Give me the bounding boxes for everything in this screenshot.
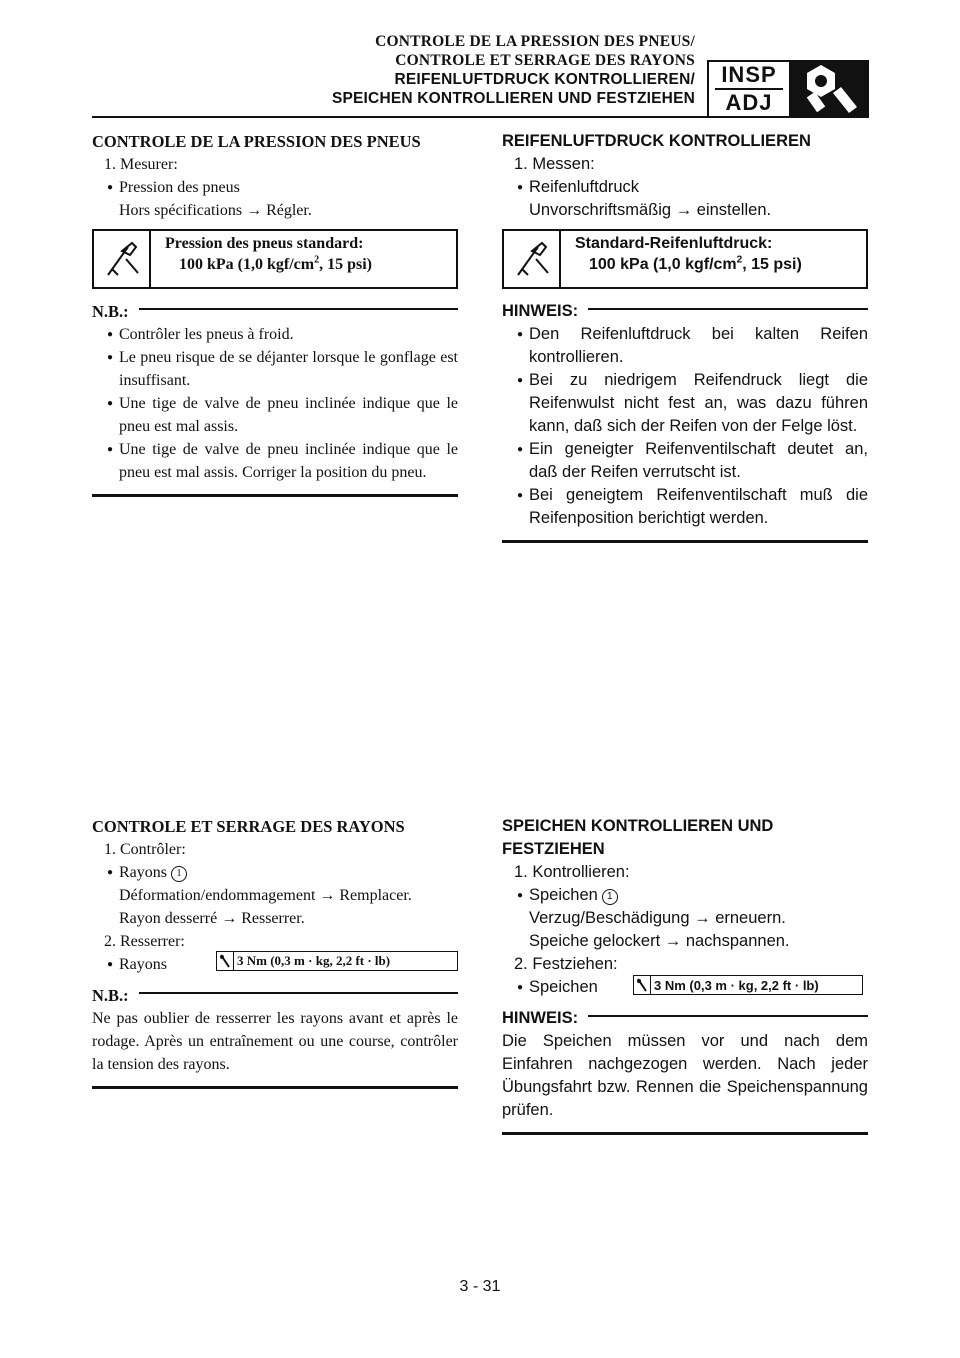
note-item: ● Den Reifenluftdruck bei kalten Reifen kontrollieren. — [517, 325, 868, 366]
step-text: 2. Resserrer: — [104, 933, 185, 950]
fr-tire-pressure-section — [92, 130, 458, 497]
note-item: ● Le pneu risque de se déjanter lorsque le gonflage est insuffisant. — [107, 349, 458, 389]
action-text: Verzug/Beschädigung → erneuern. — [529, 909, 786, 927]
spec-box — [502, 229, 868, 289]
spec-value: 100 kPa (1,0 kgf/$cm^2$, 15 psi) — [179, 254, 373, 273]
note-header: N.B.: — [92, 300, 458, 323]
page-number: 3 - 31 — [459, 1278, 501, 1295]
bullet-item: ● Pression des pneus — [107, 179, 240, 196]
reference-number: 1 — [171, 866, 187, 882]
header-titles — [332, 32, 695, 108]
note-text: Die Speichen müssen vor und nach dem Einfahren nachgezogen werden. Nach jeder Übungsfahrt bzw. Rennen die Speichenspannung prüfen. — [502, 1032, 868, 1119]
badge-top-text: INSP — [721, 62, 777, 87]
insp-adj-badge — [707, 60, 869, 118]
torque-spec: 3 Nm (0,3 m · kg, 2,2 ft · lb) — [633, 975, 863, 995]
note-item: ● Une tige de valve de pneu inclinée indique que le pneu est mal assis. Corriger la position du pneu. — [107, 441, 458, 481]
spec-value: 100 kPa (1,0 kgf/$cm^2$, 15 psi) — [589, 254, 802, 273]
section-title: CONTROLE DE LA PRESSION DES PNEUS — [92, 132, 421, 151]
bullet-item: ● Rayons — [107, 956, 167, 973]
reference-number: 1 — [602, 889, 618, 905]
note-text: Ne pas oublier de resserrer les rayons avant et après le rodage. Après un entraînement ou une course, contrôler la tension des rayons. — [92, 1010, 458, 1073]
section-title-line-2: FESTZIEHEN — [502, 840, 605, 858]
header-line-2: CONTROLE ET SERRAGE DES RAYONS — [395, 52, 695, 69]
note-header: N.B.: — [92, 984, 458, 1007]
action-text: Rayon desserré → Resserrer. — [119, 910, 305, 927]
spec-label: Standard-Reifenluftdruck: — [575, 235, 773, 252]
note-item: ● Une tige de valve de pneu inclinée indique que le pneu est mal assis. — [107, 395, 458, 435]
note-header: HINWEIS: — [502, 1007, 868, 1030]
step-text: 1. Mesurer: — [104, 156, 178, 173]
note-item: ● Ein geneigter Reifenventilschaft deutet an, daß der Reifen verrutscht ist. — [517, 440, 868, 481]
bullet-item: ● Reifenluftdruck — [517, 178, 640, 196]
step-text: 1. Kontrollieren: — [514, 863, 630, 881]
torque-wrench-icon — [634, 976, 651, 994]
spec-label: Pression des pneus standard: — [165, 235, 364, 252]
step-text: 1. Contrôler: — [104, 841, 186, 858]
bullet-item: ● Rayons 1 — [92, 861, 458, 884]
bullet-item: ● Speichen 1 — [502, 884, 868, 907]
torque-spec: 3 Nm (0,3 m · kg, 2,2 ft · lb) — [216, 951, 458, 971]
de-tire-pressure-section — [502, 130, 868, 543]
action-text: Hors spécifications → Régler. — [119, 202, 312, 219]
action-text: Déformation/endommagement → Remplacer. — [119, 887, 412, 904]
action-text: Speiche gelockert → nachspannen. — [529, 932, 790, 950]
spec-tool-icon — [94, 231, 151, 287]
bullet-item: ● Speichen — [517, 978, 598, 996]
section-title: REIFENLUFTDRUCK KONTROLLIEREN — [502, 132, 811, 150]
step-text: 2. Festziehen: — [514, 955, 618, 973]
badge-bottom-text: ADJ — [725, 90, 773, 115]
torque-wrench-icon — [217, 952, 234, 970]
section-title-line-1: SPEICHEN KONTROLLIEREN UND — [502, 817, 774, 835]
note-item: ● Bei zu niedrigem Reifendruck liegt die Reifenwulst nicht fest an, was dazu führen kann, daß sich der Reifen von der Felge löst. — [517, 371, 868, 435]
step-text: 1. Messen: — [514, 155, 595, 173]
page-header — [0, 0, 960, 120]
spec-tool-icon — [504, 231, 561, 287]
wrench-screwdriver-icon — [789, 62, 867, 116]
note-item: ● Contrôler les pneus à froid. — [107, 326, 294, 343]
spec-box — [92, 229, 458, 289]
note-item: ● Bei geneigtem Reifenventilschaft muß die Reifenposition berichtigt werden. — [517, 486, 868, 527]
header-line-3: REIFENLUFTDRUCK KONTROLLIEREN/ — [394, 71, 695, 88]
header-line-4: SPEICHEN KONTROLLIEREN UND FESTZIEHEN — [331, 90, 695, 107]
note-header: HINWEIS: — [502, 300, 868, 323]
section-title: CONTROLE ET SERRAGE DES RAYONS — [92, 817, 405, 836]
header-line-1: CONTROLE DE LA PRESSION DES PNEUS/ — [375, 33, 695, 50]
action-text: Unvorschriftsmäßig → einstellen. — [529, 201, 772, 219]
